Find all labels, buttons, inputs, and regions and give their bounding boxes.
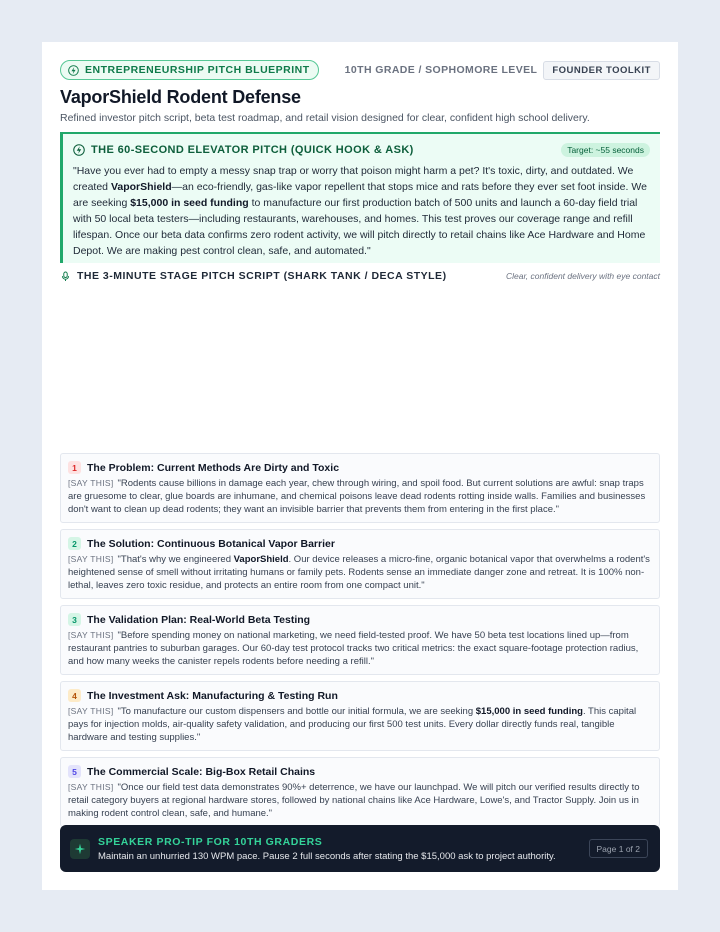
elevator-pitch-text: "Have you ever had to empty a messy snap trap or worry that poison might harm a pet? It's toxic, dirty, and outdated. We created VaporShield—an eco-friendly, gas-like vapor repellent that stops mice and rats before they ever set foot inside. We are seeking $15,000 in seed funding to manufacture our first production batch of 500 units and launch a 60-day field trial with 50 local beta testers—including restaurants, warehouses, and homes. This test proves our coverage range and refill lifespan. Once our beta data confirms zero rodent activity, we will pitch directly to retail chains like Ace Hardware and Home Depot. We are making pest control clean, safe, and automated." <box>73 165 647 257</box>
script-step-3 <box>60 605 660 675</box>
step-text: [SAY THIS] "Once our field test data demonstrates 90%+ deterrence, we have our launchpad. We will pitch our verified results directly to retail category buyers at regional hardware stores, followed by national chains like Ace Hardware, Lowe's, and Tractor Supply. Join us in making rodent control clean, safe, and humane." <box>68 782 640 819</box>
step-title: The Solution: Continuous Botanical Vapor Barrier <box>87 537 335 550</box>
script-step-1 <box>60 453 660 523</box>
bolt-icon <box>68 65 79 76</box>
blank-area <box>60 283 660 453</box>
page-indicator: Page 1 of 2 <box>589 839 648 858</box>
step-number: 2 <box>68 537 81 550</box>
step-title: The Problem: Current Methods Are Dirty and Toxic <box>87 461 340 474</box>
step-title: The Validation Plan: Real-World Beta Testing <box>87 613 311 626</box>
microphone-icon <box>60 271 71 282</box>
step-header <box>68 765 651 778</box>
step-header <box>68 689 651 702</box>
say-this-label: [SAY THIS] <box>68 706 114 716</box>
elevator-pitch-heading <box>73 144 414 156</box>
stage-script-header <box>60 269 660 283</box>
script-steps <box>60 453 660 827</box>
tip-title: SPEAKER PRO-TIP FOR 10TH GRADERS <box>98 835 323 848</box>
badge-label: ENTREPRENEURSHIP PITCH BLUEPRINT <box>85 64 310 76</box>
step-number: 1 <box>68 461 81 474</box>
document-page <box>42 42 678 890</box>
step-text: [SAY THIS] "Rodents cause billions in damage each year, chew through wiring, and spoil food. But current solutions are awful: snap traps are gruesome to clear, glue boards are inhumane, and chemical poisons leave dead rodents rotting inside walls. Families and businesses don't want to clean up dead rodents; they want an invisible barrier that prevents them from entering in the first place." <box>68 478 646 515</box>
bolt-icon <box>73 144 85 156</box>
sparkle-icon <box>70 839 90 859</box>
stage-script-title: THE 3-MINUTE STAGE PITCH SCRIPT (SHARK TANK / DECA STYLE) <box>77 270 447 282</box>
step-header <box>68 537 651 550</box>
script-step-4 <box>60 681 660 751</box>
toolkit-tag: FOUNDER TOOLKIT <box>543 61 660 80</box>
step-text: [SAY THIS] "Before spending money on national marketing, we need field-tested proof. We have 50 beta test locations lined up—from restaurant pantries to suburban garages. Our 60-day test protocol tracks two critical metrics: the exact square-footage protection radius, and how many weeks the canister repels rodents before needing a refill." <box>68 630 639 667</box>
say-this-label: [SAY THIS] <box>68 554 114 564</box>
step-title: The Commercial Scale: Big-Box Retail Chains <box>87 765 316 778</box>
say-this-label: [SAY THIS] <box>68 478 114 488</box>
script-step-5 <box>60 757 660 827</box>
step-number: 3 <box>68 613 81 626</box>
step-text: [SAY THIS] "That's why we engineered VaporShield. Our device releases a micro-fine, organic botanical vapor that overwhelms a rodent's heightened sense of smell without irritating humans or family pets. Rodents sense an immediate danger zone and retreat. It is 100% non-lethal, leaves zero toxic residue, and protects an entire room from one compact unit." <box>68 554 650 591</box>
speaker-tip-banner <box>60 825 660 872</box>
header-row <box>60 60 660 80</box>
target-time-badge: Target: ~55 seconds <box>561 143 650 157</box>
elevator-pitch-box <box>60 132 660 263</box>
say-this-label: [SAY THIS] <box>68 630 114 640</box>
script-step-2 <box>60 529 660 599</box>
step-number: 5 <box>68 765 81 778</box>
step-number: 4 <box>68 689 81 702</box>
page-subtitle: Refined investor pitch script, beta test roadmap, and retail vision designed for clear, confident high school delivery. <box>60 112 590 124</box>
tip-text: Maintain an unhurried 130 WPM pace. Pause 2 full seconds after stating the $15,000 ask to project authority. <box>98 850 556 862</box>
step-header <box>68 613 651 626</box>
elevator-pitch-title: THE 60-SECOND ELEVATOR PITCH (QUICK HOOK & ASK) <box>91 144 414 156</box>
page-title: VaporShield Rodent Defense <box>60 87 301 107</box>
delivery-note: Clear, confident delivery with eye contact <box>505 271 660 281</box>
step-title: The Investment Ask: Manufacturing & Testing Run <box>87 689 338 702</box>
say-this-label: [SAY THIS] <box>68 782 114 792</box>
grade-level: 10TH GRADE / SOPHOMORE LEVEL <box>344 64 538 76</box>
step-header <box>68 461 651 474</box>
category-badge <box>60 60 319 80</box>
step-text: [SAY THIS] "To manufacture our custom dispensers and bottle our initial formula, we are seeking $15,000 in seed funding. This capital pays for injection molds, air-quality safety validation, and producing our first 500 test units. Every dollar directly funds real, tangible hardware and testing supplies." <box>68 706 637 743</box>
